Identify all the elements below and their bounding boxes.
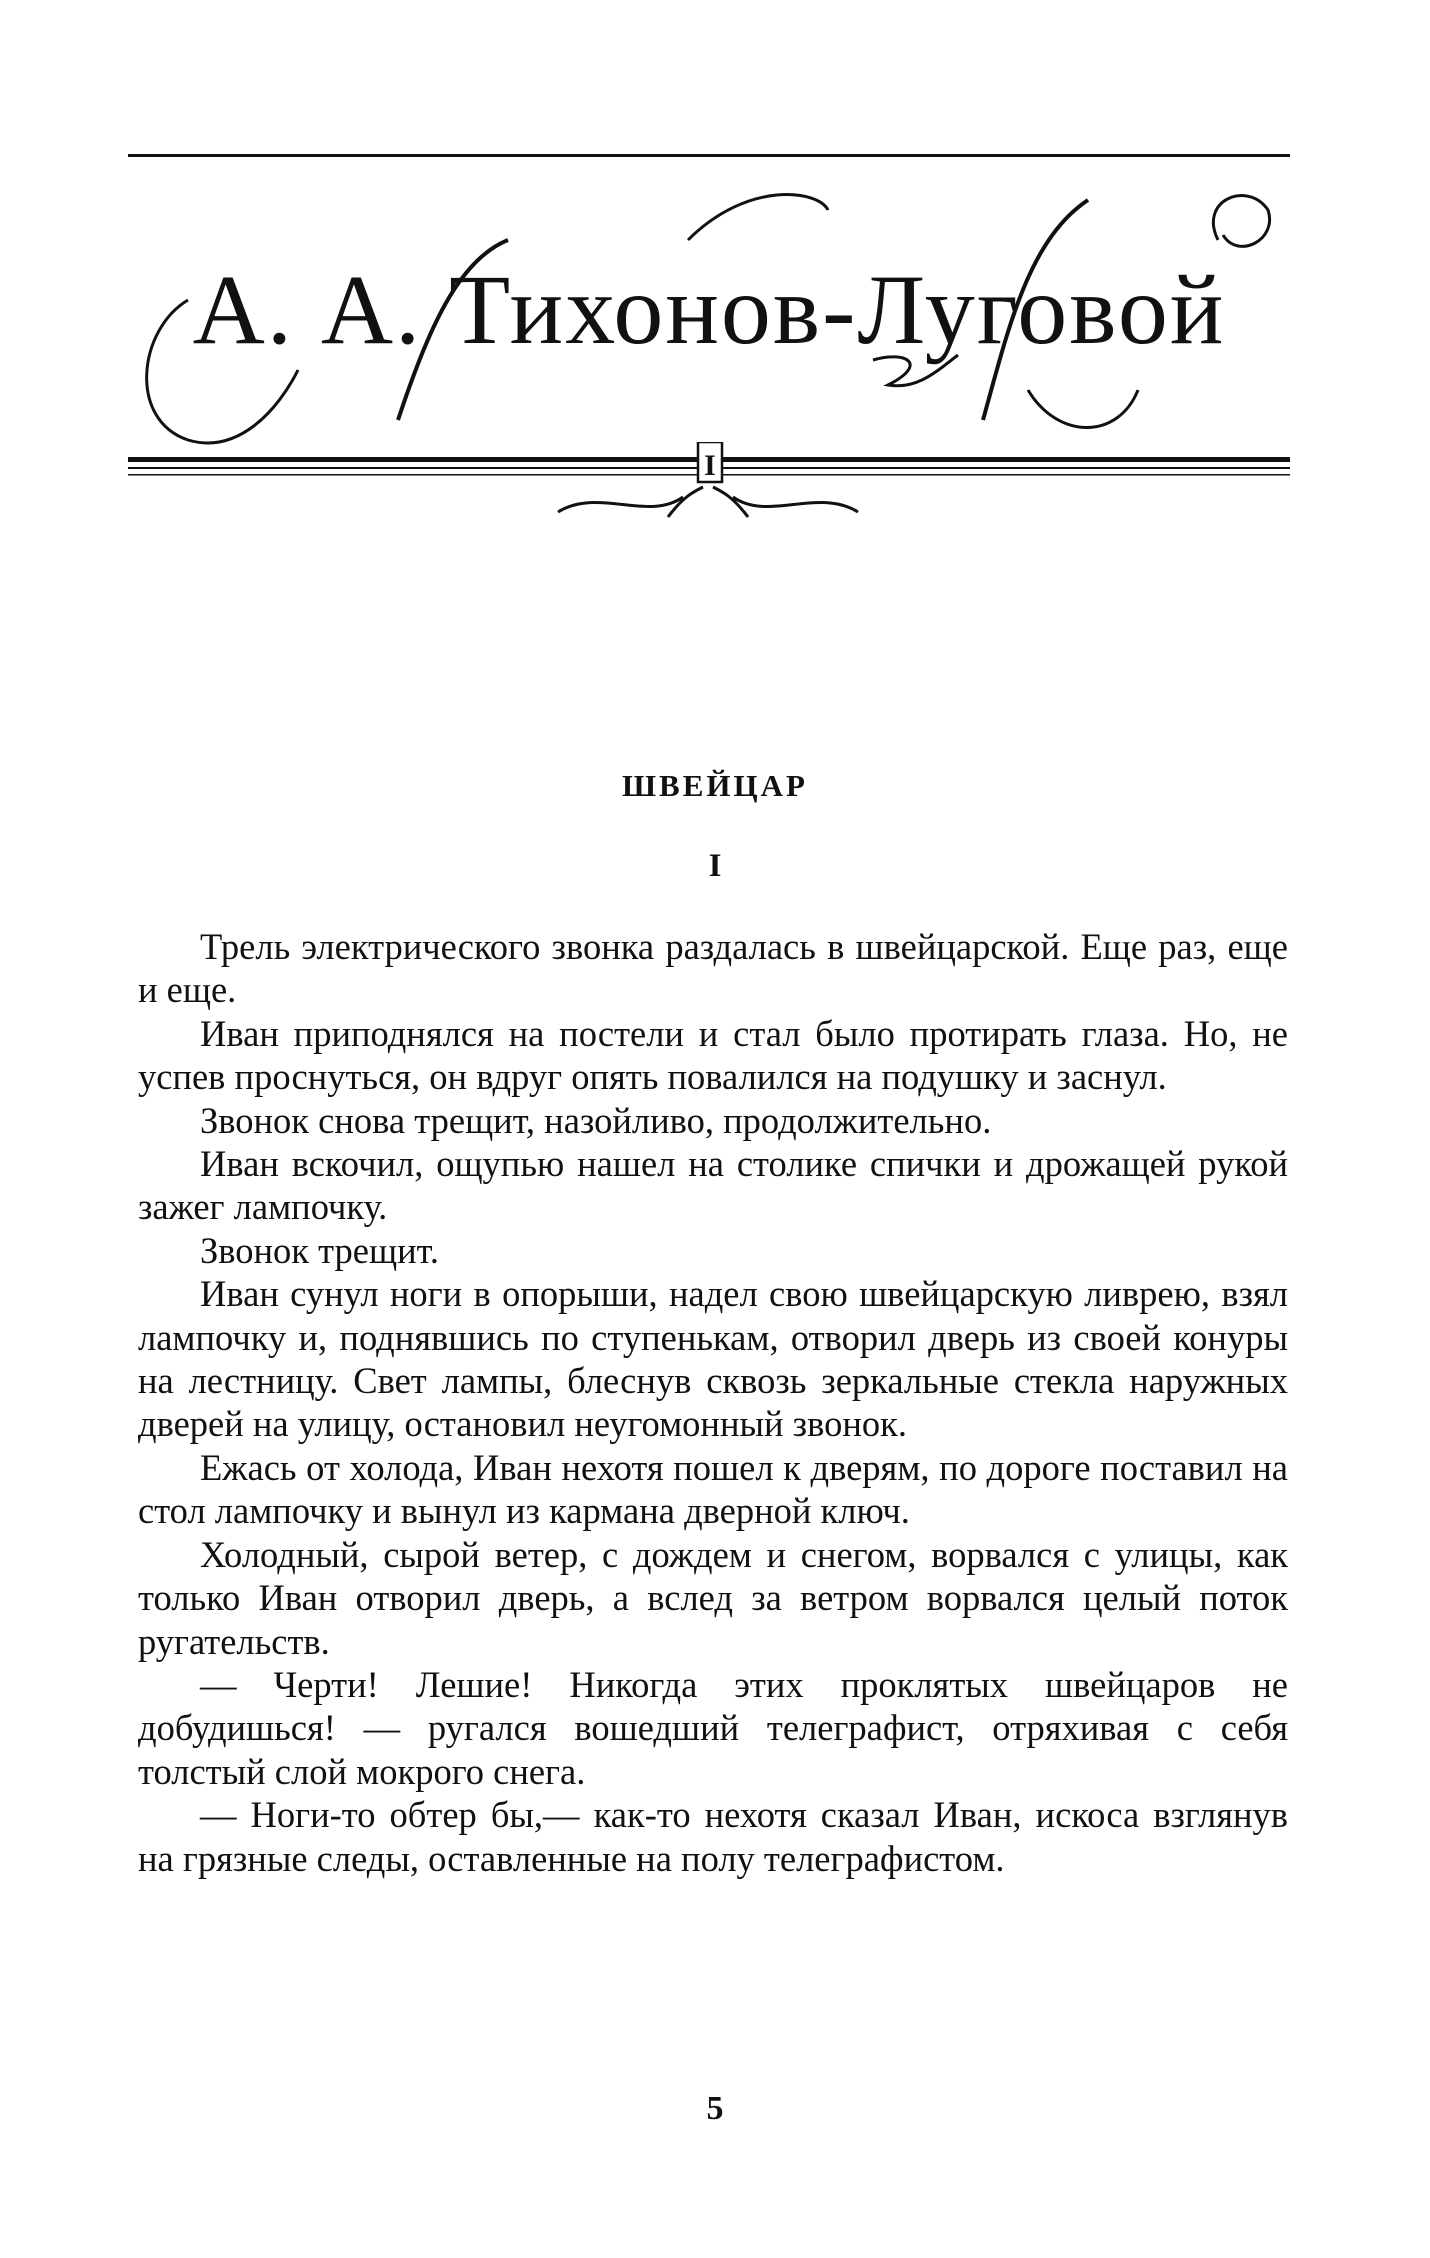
section-number: I: [708, 848, 722, 884]
top-rule: [128, 154, 1290, 157]
page-number: 5: [706, 2090, 724, 2127]
paragraph: — Черти! Лешие! Никогда этих проклятых швейцаров не добудишься! — ругался вошедший телеграфист, отряхивая с себя толстый слой мокрого снега.: [138, 1663, 1288, 1792]
paragraph: Холодный, сырой ветер, с дождем и снегом, ворвался с улицы, как только Иван отворил дверь, а вслед за ветром ворвался целый поток ругательств.: [138, 1533, 1288, 1662]
author-header: [128, 180, 1290, 480]
paragraph: Иван сунул ноги в опорыши, надел свою швейцарскую ливрею, взял лампочку и, поднявшись по ступенькам, отворил дверь из своей конуры на лестницу. Свет лампы, блеснув сквозь зеркальные стекла наружных дверей на улицу, остановил неугомонный звонок.: [138, 1273, 1288, 1445]
chapter-title: ШВЕЙЦАР: [622, 768, 808, 803]
paragraph: Звонок трещит.: [200, 1229, 439, 1271]
paragraph: Звонок снова трещит, назойливо, продолжительно.: [200, 1099, 992, 1141]
author-name: А. А. Тихонов-Луговой: [192, 254, 1226, 365]
ornament-glyph: I: [704, 449, 716, 482]
body-text: [138, 925, 1288, 1880]
paragraph: Иван вскочил, ощупью нашел на столике спички и дрожащей рукой зажег лампочку.: [138, 1143, 1288, 1228]
paragraph: Ежась от холода, Иван нехотя пошел к дверям, по дороге поставил на стол лампочку и вынул из кармана дверной ключ.: [138, 1446, 1288, 1532]
ornamental-divider-icon: [128, 442, 1290, 542]
paragraph: Иван приподнялся на постели и стал было протирать глаза. Но, не успев проснуться, он вдруг опять повалился на подушку и заснул.: [138, 1012, 1288, 1098]
paragraph: Трель электрического звонка раздалась в швейцарской. Еще раз, еще и еще.: [138, 926, 1288, 1011]
paragraph: — Ноги-то обтер бы,— как-то нехотя сказал Иван, искоса взглянув на грязные следы, оставленные на полу телеграфистом.: [138, 1794, 1288, 1879]
